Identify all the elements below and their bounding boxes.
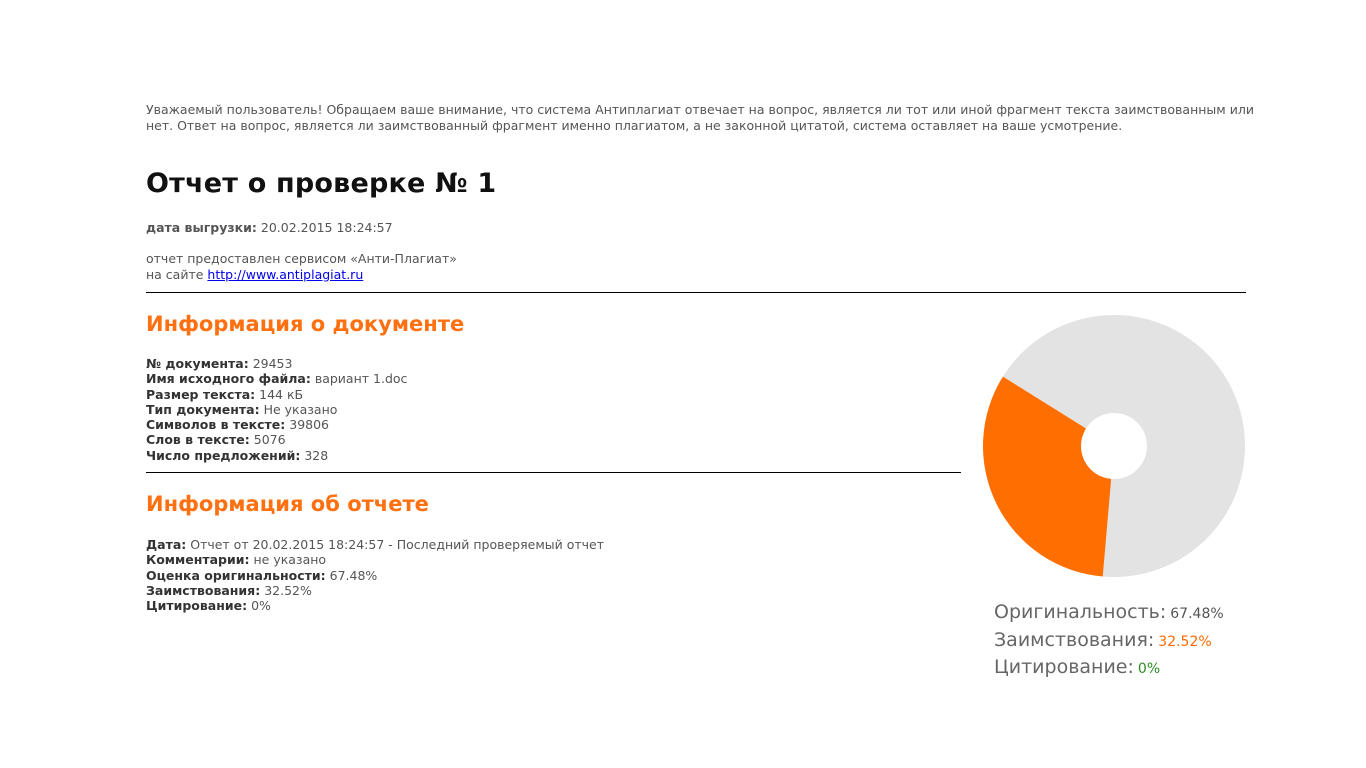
sentence-count-value: 328 — [304, 447, 329, 463]
pie-chart-svg — [976, 308, 1256, 588]
legend-citations-value: 0% — [1137, 661, 1161, 677]
char-count-value: 39806 — [289, 417, 330, 433]
text-size-label: Размер текста: — [146, 386, 256, 402]
report-date-label: Дата: — [146, 537, 187, 552]
antiplagiat-link[interactable]: http://www.antiplagiat.ru — [207, 266, 364, 282]
text-size-value: 144 кБ — [259, 386, 304, 402]
source-file-value: вариант 1.doc — [314, 371, 408, 387]
source-file-row — [146, 371, 407, 386]
text-size-row — [146, 387, 407, 402]
doc-number-row — [146, 356, 407, 371]
doc-number-label: № документа: — [146, 356, 249, 371]
report-info-list — [146, 537, 604, 613]
legend-originality-label: Оригинальность: — [994, 601, 1167, 623]
doc-type-label: Тип документа: — [146, 401, 260, 417]
word-count-row — [146, 432, 407, 447]
doc-number-value: 29453 — [252, 356, 293, 371]
word-count-value: 5076 — [253, 432, 286, 448]
doc-type-row — [146, 402, 407, 417]
citations-value: 0% — [251, 598, 271, 614]
source-file-label: Имя исходного файла: — [146, 371, 311, 387]
doc-type-value: Не указано — [263, 401, 338, 417]
pie-center-hole — [1081, 413, 1147, 479]
borrowings-row — [146, 583, 604, 598]
legend-citations-label: Цитирование: — [994, 656, 1134, 678]
word-count-label: Слов в тексте: — [146, 432, 250, 448]
sentence-count-row — [146, 448, 407, 463]
comments-value: не указано — [253, 552, 327, 568]
provided-site-label: на сайте — [146, 266, 204, 282]
divider-middle — [146, 472, 961, 473]
export-date-label: дата выгрузки: — [146, 220, 257, 235]
provided-by — [146, 251, 457, 282]
originality-chart — [976, 308, 1256, 588]
citations-label: Цитирование: — [146, 598, 248, 614]
legend-citations — [994, 654, 1224, 682]
borrowings-label: Заимствования: — [146, 582, 261, 598]
report-info-title: Информация об отчете — [146, 492, 429, 516]
comments-label: Комментарии: — [146, 552, 250, 568]
legend-originality — [994, 599, 1224, 627]
borrowings-value: 32.52% — [264, 582, 312, 598]
chart-legend — [994, 599, 1224, 682]
report-date-value: Отчет от 20.02.2015 18:24:57 - Последний проверяемый отчет — [190, 537, 605, 552]
legend-borrowings-label: Заимствования: — [994, 628, 1155, 651]
legend-borrowings — [994, 627, 1224, 655]
report-date-row — [146, 537, 604, 552]
provided-by-text: отчет предоставлен сервисом «Анти-Плагиат» — [146, 251, 457, 266]
originality-label: Оценка оригинальности: — [146, 567, 326, 583]
comments-row — [146, 552, 604, 567]
page-title: Отчет о проверке № 1 — [146, 168, 497, 199]
originality-row — [146, 568, 604, 583]
export-date — [146, 220, 393, 235]
sentence-count-label: Число предложений: — [146, 447, 301, 463]
divider-top — [146, 292, 1246, 293]
citations-row — [146, 598, 604, 613]
originality-value: 67.48% — [329, 567, 378, 583]
document-info-list — [146, 356, 407, 463]
document-info-title: Информация о документе — [146, 312, 465, 336]
export-date-value: 20.02.2015 18:24:57 — [260, 220, 393, 235]
char-count-row — [146, 417, 407, 432]
char-count-label: Символов в тексте: — [146, 417, 286, 433]
legend-originality-value: 67.48% — [1170, 606, 1224, 622]
legend-borrowings-value: 32.52% — [1158, 633, 1212, 650]
notice-text: Уважаемый пользователь! Обращаем ваше внимание, что система Антиплагиат отвечает на вопрос, является ли тот или иной фрагмент текста заимствованным или нет. Ответ на вопрос, является ли заимствованный фрагмент именно плагиатом, а не законной цитатой, система оставляет на ваше усмотрение. — [146, 102, 1254, 133]
